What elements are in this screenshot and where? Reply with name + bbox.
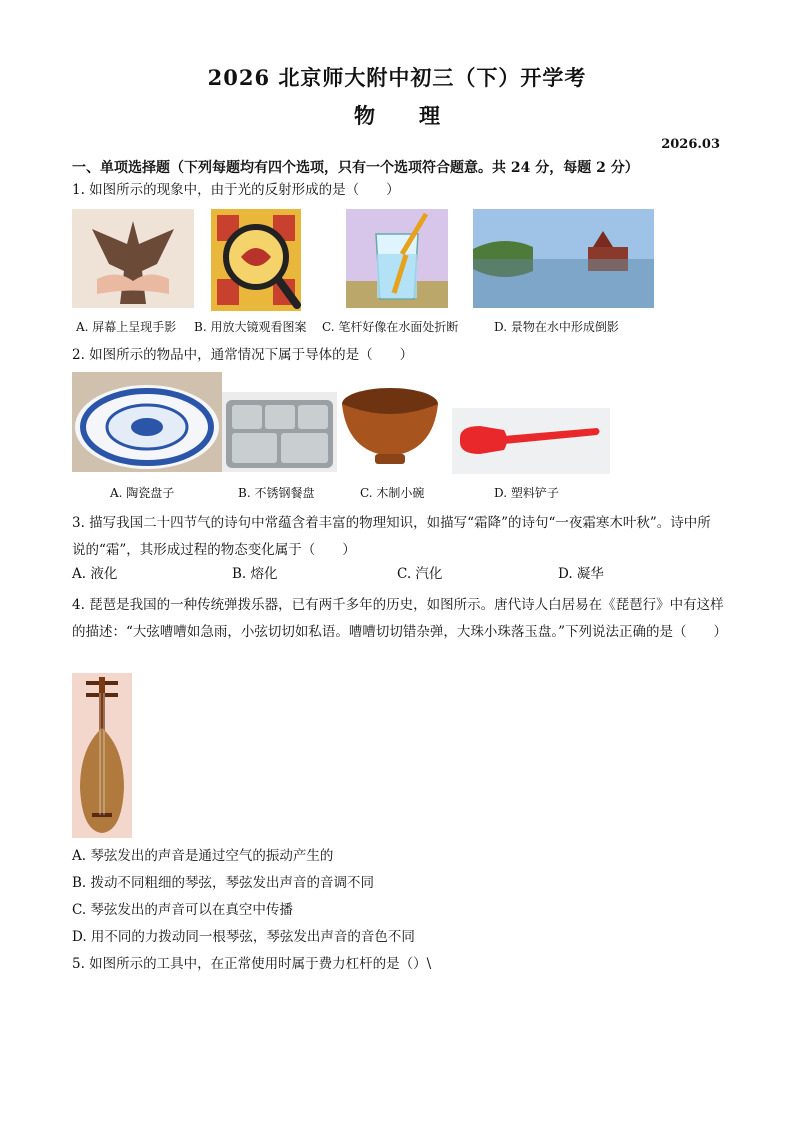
q4-option-d: D. 用不同的力拨动同一根琴弦，琴弦发出声音的音色不同 <box>72 929 415 945</box>
q2-caption-d: D. 塑料铲子 <box>494 486 559 500</box>
q3-option-a: A. 液化 <box>72 566 118 582</box>
q1-caption-a: A. 屏幕上呈现手影 <box>76 320 177 334</box>
pencil-in-water-image <box>346 209 448 308</box>
reflection-image <box>473 209 654 308</box>
q1-caption-b: B. 用放大镜观看图案 <box>194 320 307 334</box>
hand-shadow-image <box>72 209 194 308</box>
q2-caption-a: A. 陶瓷盘子 <box>110 486 175 500</box>
q2-caption-c: C. 木制小碗 <box>360 486 425 500</box>
q1-caption-c: C. 笔杆好像在水面处折断 <box>322 320 459 334</box>
q4-option-c: C. 琴弦发出的声音可以在真空中传播 <box>72 902 293 918</box>
question-3-stem: 3. 描写我国二十四节气的诗句中常蕴含着丰富的物理知识，如描写“霜降”的诗句“一夜霜寒木叶秋”。诗中所说的“霜”，其形成过程的物态变化属于（ ） <box>72 515 711 558</box>
question-2-stem: 2. 如图所示的物品中，通常情况下属于导体的是（ ） <box>72 347 414 363</box>
section-heading: 一、单项选择题（下列每题均有四个选项，只有一个选项符合题意。共 24 分，每题 2 分） <box>72 160 639 176</box>
question-4-stem: 4. 琵琶是我国的一种传统弹拨乐器，已有两千多年的历史，如图所示。唐代诗人白居易在《琵琶行》中有这样的描述：“大弦嘈嘈如急雨，小弦切切如私语。嘈嘈切切错杂弹，大珠小珠落玉盘。”下列说法正确的是（ ） <box>72 597 728 640</box>
q4-option-b: B. 拨动不同粗细的琴弦，琴弦发出声音的音调不同 <box>72 875 375 891</box>
q4-option-a: A. 琴弦发出的声音是通过空气的振动产生的 <box>72 848 334 864</box>
question-1-stem: 1. 如图所示的现象中，由于光的反射形成的是（ ） <box>72 182 400 198</box>
q3-option-d: D. 凝华 <box>558 566 604 582</box>
q3-option-c: C. 汽化 <box>397 566 443 582</box>
ceramic-plate-image <box>72 372 222 472</box>
steel-tray-image <box>222 392 337 472</box>
q3-option-b: B. 熔化 <box>232 566 278 582</box>
q1-caption-d: D. 景物在水中形成倒影 <box>494 320 619 334</box>
question-5-stem: 5. 如图所示的工具中，在正常使用时属于费力杠杆的是（）\ <box>72 956 432 972</box>
exam-date: 2026.03 <box>661 137 720 152</box>
page-title: 2026 北京师大附中初三（下）开学考 <box>207 65 587 90</box>
wooden-bowl-image <box>339 384 441 470</box>
plastic-spatula-image <box>452 408 610 474</box>
q2-caption-b: B. 不锈钢餐盘 <box>238 486 315 500</box>
pipa-image <box>72 673 132 838</box>
subject-title: 物理 <box>354 103 484 128</box>
magnifier-image <box>211 209 301 311</box>
